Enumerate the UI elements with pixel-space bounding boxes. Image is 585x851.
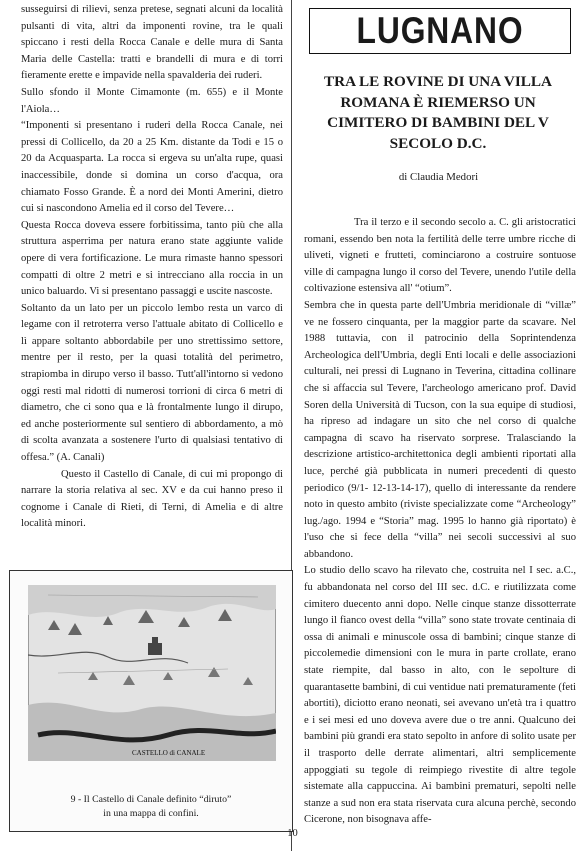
- quote-paragraph: Soltanto da un lato per un piccolo lembo resta un varco di legame con il retroterra verso l'attuale abitato di Collicello e lì appare soltanto abbordabile per uno strettissimo settore, mentre per il resto, per la quasi totalità del perimetro, strapiomba in dirupo verso il basso. Tutt'all'intorno si vedono oggi resti mal ridotti di numerosi torrioni di circa 6 metri di diametro, che ci sono qua e là frontalmente lungo il dirupo, ed anche posteriormente sul sentiero di abbordamento, a mò di scolta avanzata a sostenere l'urto di qualsiasi tentativo di offesa.” (A. Canali): [21, 302, 283, 464]
- paragraph: Sullo sfondo il Monte Cimamonte (m. 655) e il Monte l'Aiola…: [21, 86, 283, 115]
- paragraph: Sembra che in questa parte dell'Umbria meridionale di “villæ” ve ne fossero cinquanta, per la maggior parte da scavare. Nel 1988 tuttavia, con il patrocinio della Soprintendenza Archeologica dell'Umbria, degli Enti locali e delle associazioni culturali, nei pressi di Lugnano in Teverina, cittadina collinare che si affaccia sul Tevere, l'archeologo americano prof. David Soren della Università di Tucson, con la sua equipe di studiosi, ha ripreso ad indagare un sito che nel corso di qualche campagna di scavo ha riservato sorprese. Tralasciando la descrizione artistico-architettonica degli ambienti riportati alla luce, perché già pubblicata in numeri precedenti di questo periodico (9/1- 12-13-14-17), quello di interessante da rendere noto in questo ambito (riviste specializzate come “Archeology” lug./ago. 1994 e “Storia” mag. 1995 lo hanno già riportato) è l'uso che si fece della “villa” nei secoli successivi al suo abbandono.: [304, 299, 576, 560]
- right-article-text: [304, 215, 576, 829]
- quote-paragraph: “Imponenti si presentano i ruderi della Rocca Canale, nei pressi di Collicello, da 20 a 25 Km. distante da Todi e 15 o 20 da Acquasparta. La rocca si ergeva su un'alta rupe, quasi inaccessibile, donde si domina un corso d'acqua, ora chiamato Fosso Grande. È a nord dei Monti Amerini, dietro cui si nascondono Amelia ed il corso del Tevere…: [21, 120, 283, 215]
- right-column: [292, 0, 585, 851]
- page-number: 10: [287, 828, 298, 839]
- historic-map-image: [28, 585, 276, 761]
- paragraph: Tra il terzo e il secondo secolo a. C. gli aristocratici romani, essendo ben nota la fertilità delle terre umbre ricche di uliveti, vigneti e frutteti, cominciarono a costruire sontuose ville di campagna lungo il corso del Tevere, unendo l'utile della coltivazione estensiva all' “otium”.: [304, 217, 576, 295]
- map-figure: [9, 570, 293, 832]
- map-label: CASTELLO di CANALE: [132, 749, 206, 757]
- caption-line: 9 - Il Castello di Canale definito “diruto”: [70, 794, 232, 805]
- paragraph: Lo studio dello scavo ha rilevato che, costruita nel I sec. a.C., fu abbandonata nel corso del III sec. d.C. e riutilizzata come cimitero duecento anni dopo. Nelle cinque stanze dissotterrate lungo il fianco ovest della “villa” sono state trovate centinaia di ossa di animali e minuscole ossa di bambini; cinque stanze di piccolemedie dimensioni con le mura in parte crollate, erano state riempite, dal basso in alto, con le sepolture di quarantasette bambini, di cui ventidue nati prematuramente (feti abortiti), diciotto erano neonati, sei avevano un'età tra i quattro e i sei mesi ed uno doveva avere due o tre anni. Qualcuno dei bambini più grandi era stato sepolto in anfore di solito usate per il trasporto delle derrate alimentari, altri semplicemente appoggiati su tegole di reimpiego rivestite di altre tegole sistemate alla cappuccina. Ai bambini prematuri, sepolti nelle stanze a sud non era stata riservata cura alcuna perchè, secondo Cicerone, non bisognava affe-: [304, 565, 576, 826]
- caption-line: in una mappa di confini.: [103, 808, 199, 819]
- author-byline: di Claudia Medori: [398, 171, 479, 183]
- section-title: LUGNANO: [356, 10, 524, 51]
- article-headline: TRA LE ROVINE DI UNA VILLA ROMANA È RIEMERSO UN CIMITERO DI BAMBINI DEL V SECOLO D.C.: [323, 73, 552, 152]
- left-article-text: [21, 2, 283, 533]
- paragraph: susseguirsi di rilievi, senza pretese, segnati alcuni da località pulsanti di vita, altri da imponenti rovine, tra le quali spiccano i resti della Rocca Canale e delle mura di Santa Maria delle Castella: tratti e brandelli di mura e di torri fieramente erette e impavide nella spavalderia dei ruderi.: [21, 4, 283, 82]
- left-column: [0, 0, 291, 851]
- figure-caption: [10, 793, 292, 821]
- quote-paragraph: Questa Rocca doveva essere forbitissima, tanto più che alla struttura asperrima per natura erano state aggiunte valide opere di vera fortificazione. Le mura rimaste hanno spessori compatti di oltre 2 metri e si intrecciano alla roccia in un unico baluardo. Vi si presentano passaggi e uscite nascoste.: [21, 219, 283, 298]
- paragraph: Questo il Castello di Canale, di cui mi propongo di narrare la storia relativa al sec. XV e da cui hanno preso il cognome i Canale di Rieti, di Terni, di Amelia e di altre località minori.: [21, 468, 283, 530]
- section-header: [309, 8, 571, 54]
